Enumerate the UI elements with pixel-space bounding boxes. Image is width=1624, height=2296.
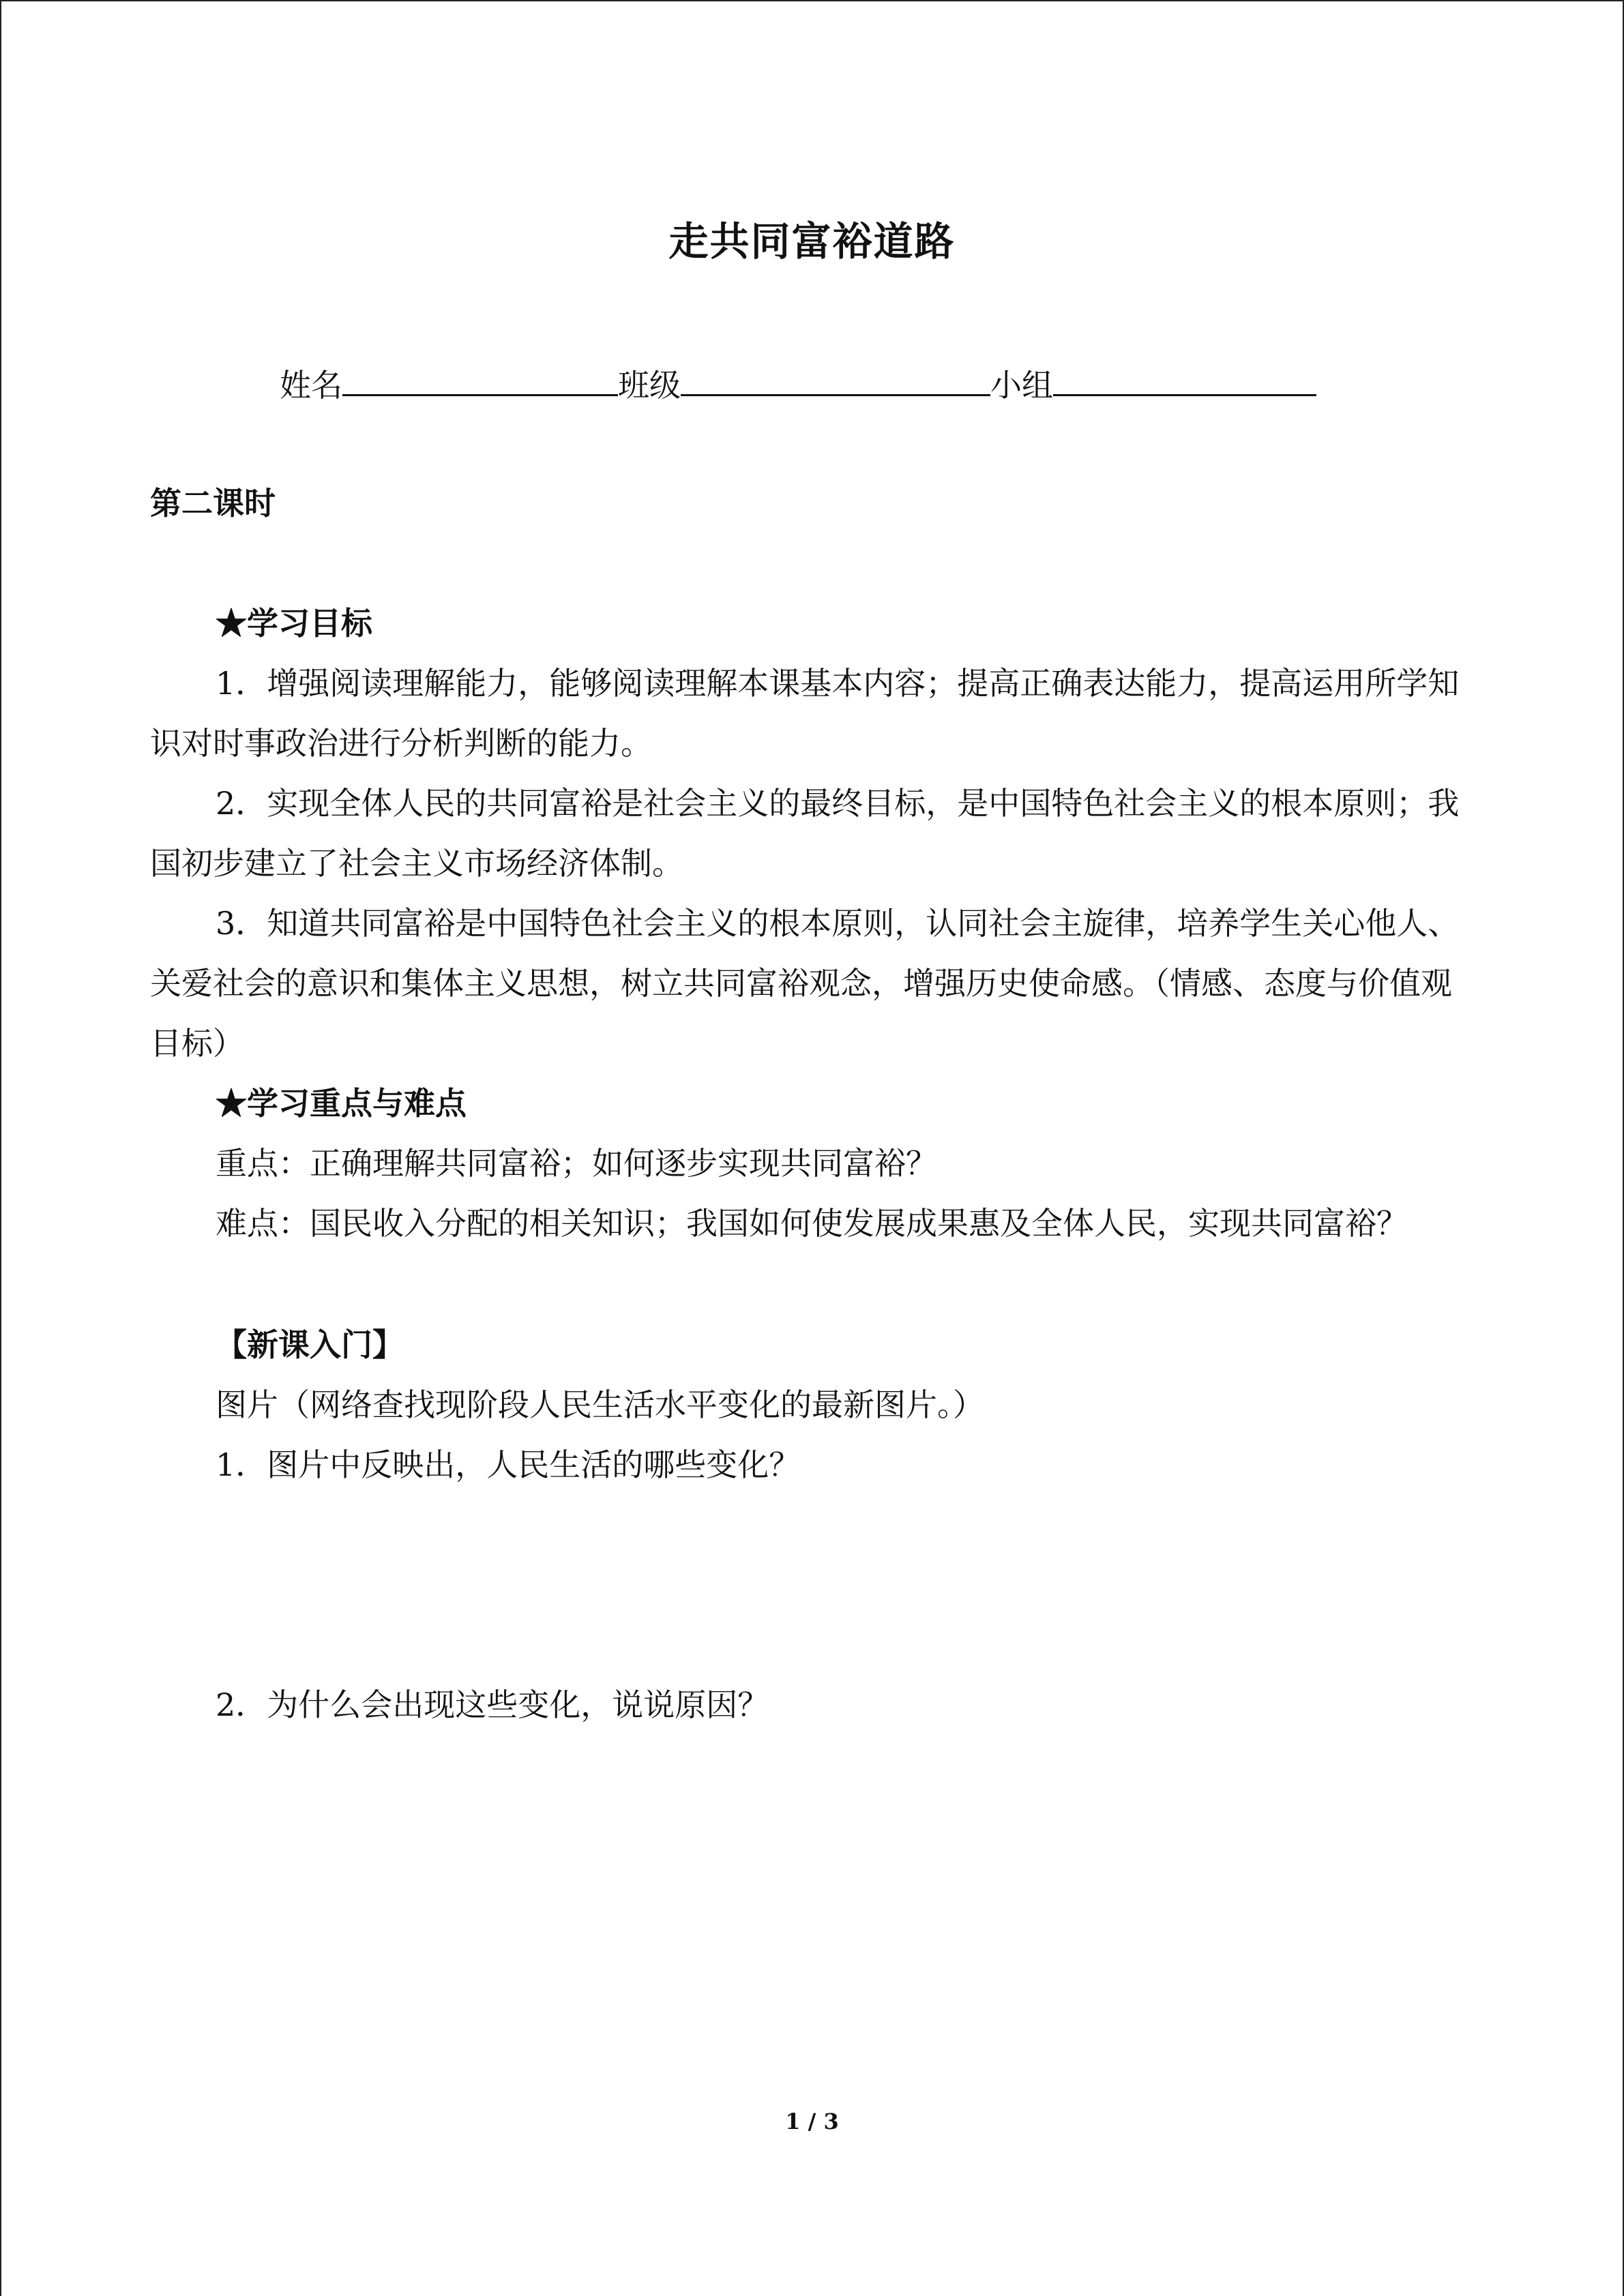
key-point-difficulty: 难点：国民收入分配的相关知识；我国如何使发展成果惠及全体人民，实现共同富裕？ xyxy=(216,1205,1408,1242)
question-2: 2．为什么会出现这些变化，说说原因？ xyxy=(216,1686,769,1723)
picture-note: 图片（网络查找现阶段人民生活水平变化的最新图片。） xyxy=(216,1386,984,1423)
intro-section xyxy=(150,1315,1477,1495)
page-title: 走共同富裕道路 xyxy=(668,218,956,265)
group-blank[interactable] xyxy=(1053,367,1316,396)
name-label: 姓名 xyxy=(280,367,342,404)
lesson-label: 第二课时 xyxy=(150,485,276,522)
key-points-heading: ★学习重点与难点 xyxy=(216,1085,467,1122)
intro-heading: 【新课入门】 xyxy=(216,1326,404,1363)
class-blank[interactable] xyxy=(681,367,990,396)
page-number: 1 / 3 xyxy=(785,2108,839,2134)
question-2-section xyxy=(150,1675,1477,1735)
question-1: 1．图片中反映出，人民生活的哪些变化？ xyxy=(216,1446,801,1483)
objectives-heading: ★学习目标 xyxy=(216,605,372,642)
name-blank[interactable] xyxy=(342,367,618,396)
objectives-section xyxy=(150,593,1477,1253)
objective-item-3: 3．知道共同富裕是中国特色社会主义的根本原则，认同社会主旋律，培养学生关心他人、关爱社会的意识和集体主义思想，树立共同富裕观念，增强历史使命感。（情感、态度与价值观目标） xyxy=(150,905,1460,1062)
group-label: 小组 xyxy=(990,367,1053,404)
class-label: 班级 xyxy=(618,367,681,404)
student-info-line xyxy=(280,361,1316,409)
objective-item-2: 2．实现全体人民的共同富裕是社会主义的最终目标，是中国特色社会主义的根本原则；我国初步建立了社会主义市场经济体制。 xyxy=(150,785,1460,882)
objective-item-1: 1．增强阅读理解能力，能够阅读理解本课基本内容；提高正确表达能力，提高运用所学知识对时事政治进行分析判断的能力。 xyxy=(150,665,1460,762)
key-point-focus: 重点：正确理解共同富裕；如何逐步实现共同富裕？ xyxy=(216,1145,937,1182)
